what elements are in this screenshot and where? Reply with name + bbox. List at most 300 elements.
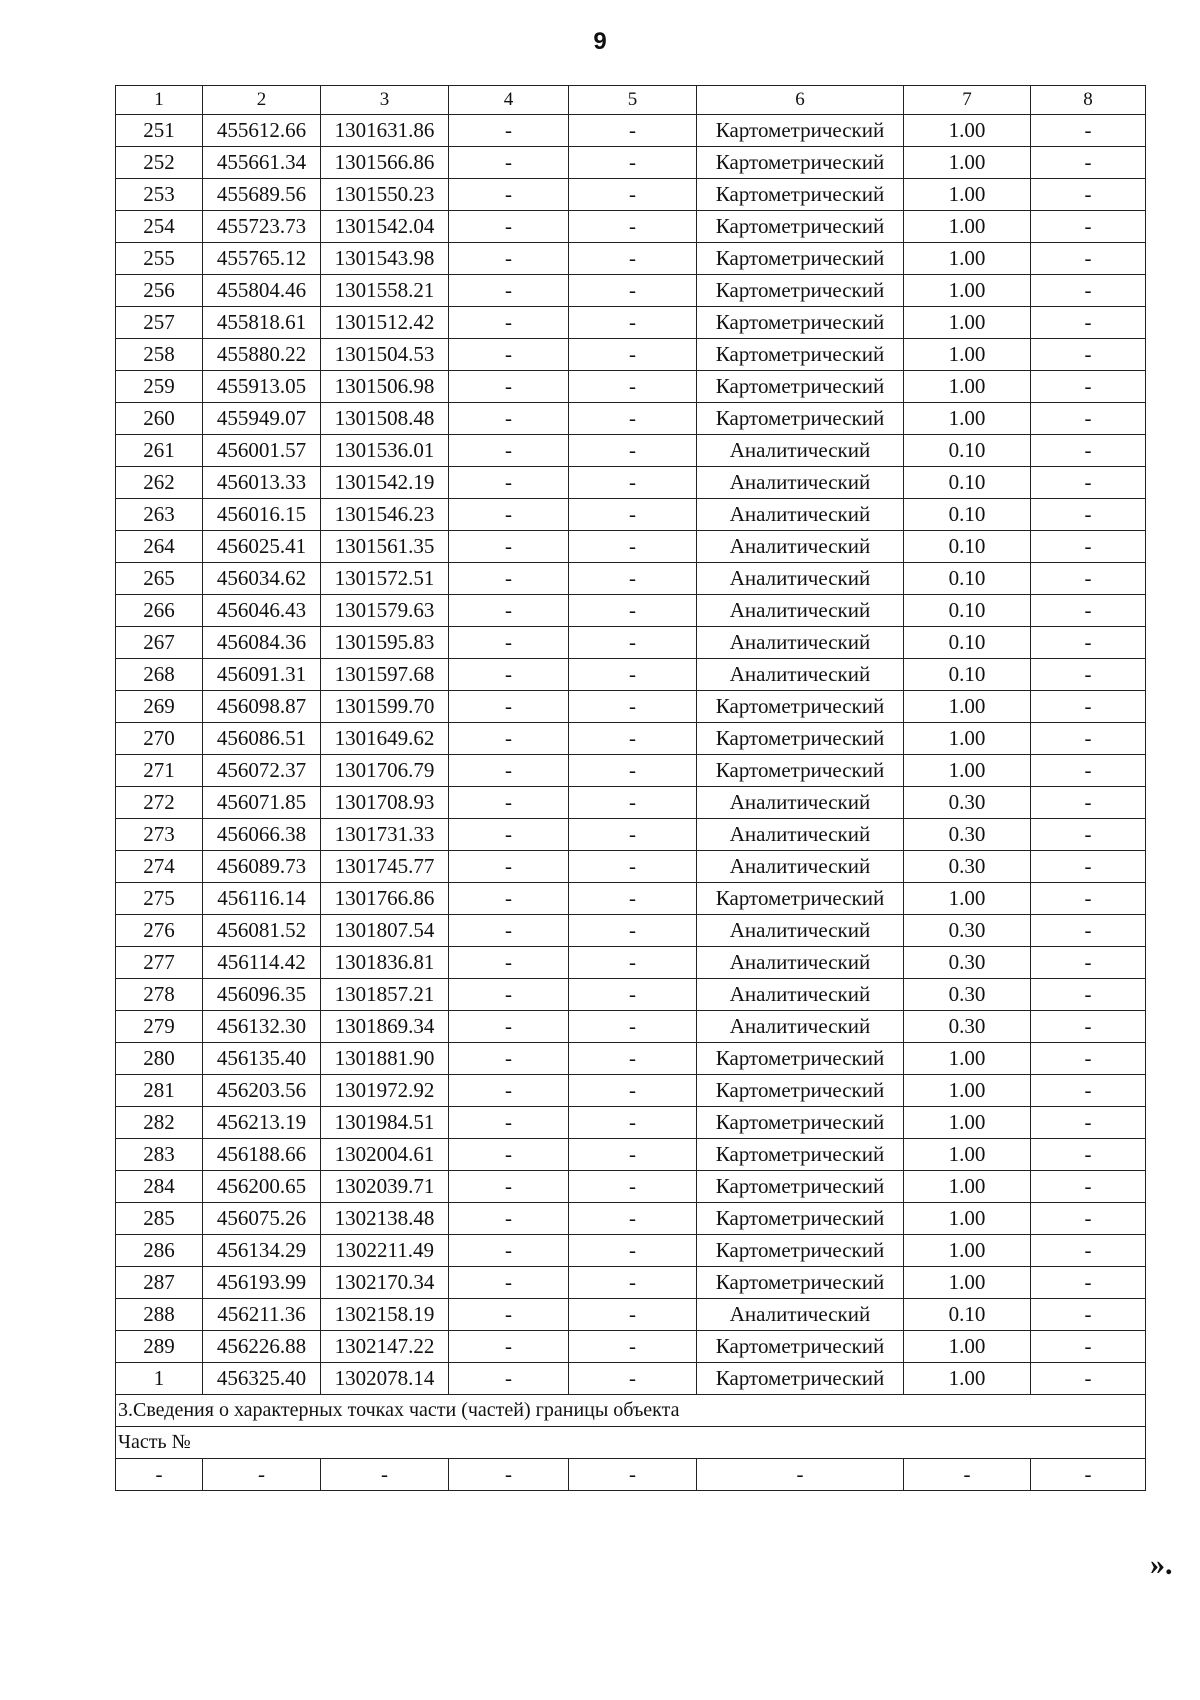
table-cell: - — [569, 1267, 697, 1299]
table-cell: 1301807.54 — [321, 915, 449, 947]
table-row — [116, 1043, 1146, 1075]
table-cell: - — [321, 1459, 449, 1491]
table-cell: - — [569, 1043, 697, 1075]
table-cell: 455818.61 — [203, 307, 321, 339]
table-row — [116, 595, 1146, 627]
table-row — [116, 435, 1146, 467]
table-cell: 1301536.01 — [321, 435, 449, 467]
table-cell: - — [449, 1075, 569, 1107]
table-cell: 1301766.86 — [321, 883, 449, 915]
table-cell: Аналитический — [697, 851, 904, 883]
table-cell: - — [569, 723, 697, 755]
table-cell: - — [449, 147, 569, 179]
table-cell: - — [569, 531, 697, 563]
table-cell: - — [569, 1235, 697, 1267]
table-cell: 1301649.62 — [321, 723, 449, 755]
table-cell: 456025.41 — [203, 531, 321, 563]
table-cell: 1.00 — [904, 1331, 1031, 1363]
section-heading: 3.Сведения о характерных точках части (частей) границы объекта — [116, 1395, 1146, 1427]
table-cell: - — [1031, 371, 1146, 403]
table-cell: - — [569, 1203, 697, 1235]
table-cell: - — [1031, 851, 1146, 883]
table-cell: - — [1031, 403, 1146, 435]
table-cell: 287 — [116, 1267, 203, 1299]
table-row — [116, 1363, 1146, 1395]
table-cell: 1301631.86 — [321, 115, 449, 147]
part-label: Часть № — [116, 1427, 1146, 1459]
table-cell: - — [449, 435, 569, 467]
table-cell: 456084.36 — [203, 627, 321, 659]
table-cell: - — [569, 755, 697, 787]
table-cell: 456325.40 — [203, 1363, 321, 1395]
table-cell: - — [449, 1235, 569, 1267]
table-cell: 0.10 — [904, 659, 1031, 691]
table-cell: 455913.05 — [203, 371, 321, 403]
table-cell: Картометрический — [697, 1203, 904, 1235]
table-cell: 456135.40 — [203, 1043, 321, 1075]
table-cell: Картометрический — [697, 1043, 904, 1075]
column-header: 2 — [203, 86, 321, 115]
table-row — [116, 1075, 1146, 1107]
table-cell: - — [449, 243, 569, 275]
table-cell: 456072.37 — [203, 755, 321, 787]
table-cell: Картометрический — [697, 211, 904, 243]
table-cell: 456116.14 — [203, 883, 321, 915]
table-cell: 271 — [116, 755, 203, 787]
table-cell: - — [1031, 979, 1146, 1011]
table-cell: 255 — [116, 243, 203, 275]
table-cell: 1301857.21 — [321, 979, 449, 1011]
table-cell: - — [449, 115, 569, 147]
table-cell: 1.00 — [904, 1139, 1031, 1171]
table-cell: - — [1031, 339, 1146, 371]
table-cell: 265 — [116, 563, 203, 595]
column-header: 7 — [904, 86, 1031, 115]
table-cell: 1.00 — [904, 403, 1031, 435]
table-cell: - — [1031, 435, 1146, 467]
table-cell: 281 — [116, 1075, 203, 1107]
table-cell: 1302211.49 — [321, 1235, 449, 1267]
table-cell: - — [449, 819, 569, 851]
table-cell: 260 — [116, 403, 203, 435]
table-cell: 1302078.14 — [321, 1363, 449, 1395]
table-row — [116, 467, 1146, 499]
table-cell: 1301836.81 — [321, 947, 449, 979]
table-cell: 1301542.04 — [321, 211, 449, 243]
table-cell: - — [569, 915, 697, 947]
table-cell: 275 — [116, 883, 203, 915]
table-cell: - — [569, 947, 697, 979]
table-cell: Картометрический — [697, 1331, 904, 1363]
table-cell: 1.00 — [904, 371, 1031, 403]
table-cell: 1.00 — [904, 115, 1031, 147]
table-cell: 456193.99 — [203, 1267, 321, 1299]
table-cell: 455661.34 — [203, 147, 321, 179]
table-cell: Аналитический — [697, 595, 904, 627]
column-header: 6 — [697, 86, 904, 115]
table-cell: Аналитический — [697, 467, 904, 499]
table-cell: 456071.85 — [203, 787, 321, 819]
table-cell: 1301745.77 — [321, 851, 449, 883]
table-row — [116, 627, 1146, 659]
table-row — [116, 1331, 1146, 1363]
table-cell: Аналитический — [697, 531, 904, 563]
table-cell: 1.00 — [904, 1235, 1031, 1267]
table-cell: 1302004.61 — [321, 1139, 449, 1171]
table-cell: - — [449, 371, 569, 403]
table-row — [116, 787, 1146, 819]
table-cell: Картометрический — [697, 115, 904, 147]
table-cell: 280 — [116, 1043, 203, 1075]
table-cell: - — [1031, 147, 1146, 179]
table-cell: Картометрический — [697, 179, 904, 211]
table-cell: 1.00 — [904, 1171, 1031, 1203]
table-cell: - — [449, 1107, 569, 1139]
table-cell: 1.00 — [904, 1203, 1031, 1235]
table-cell: - — [1031, 1331, 1146, 1363]
table-cell: 456203.56 — [203, 1075, 321, 1107]
table-cell: Картометрический — [697, 243, 904, 275]
table-cell: - — [569, 1331, 697, 1363]
table-row — [116, 115, 1146, 147]
table-cell: 1301706.79 — [321, 755, 449, 787]
table-cell: 1301984.51 — [321, 1107, 449, 1139]
table-cell: 0.10 — [904, 467, 1031, 499]
table-row — [116, 563, 1146, 595]
table-cell: Картометрический — [697, 275, 904, 307]
table-row — [116, 243, 1146, 275]
table-row — [116, 307, 1146, 339]
table-cell: - — [569, 243, 697, 275]
table-cell: - — [569, 1171, 697, 1203]
table-cell: 455804.46 — [203, 275, 321, 307]
table-cell: Аналитический — [697, 1011, 904, 1043]
table-cell: - — [1031, 1107, 1146, 1139]
table-cell: 1301512.42 — [321, 307, 449, 339]
table-cell: - — [904, 1459, 1031, 1491]
table-cell: 261 — [116, 435, 203, 467]
table-cell: Аналитический — [697, 499, 904, 531]
table-cell: 1.00 — [904, 243, 1031, 275]
column-header: 4 — [449, 86, 569, 115]
table-cell: Картометрический — [697, 1075, 904, 1107]
section-heading-row — [116, 1395, 1146, 1427]
table-cell: - — [569, 1299, 697, 1331]
table-cell: 257 — [116, 307, 203, 339]
table-cell: 0.30 — [904, 979, 1031, 1011]
table-cell: 456013.33 — [203, 467, 321, 499]
table-cell: - — [569, 787, 697, 819]
table-cell: Аналитический — [697, 947, 904, 979]
table-cell: 456001.57 — [203, 435, 321, 467]
table-row — [116, 1235, 1146, 1267]
table-cell: 283 — [116, 1139, 203, 1171]
table-cell: - — [449, 1299, 569, 1331]
table-cell: 0.30 — [904, 819, 1031, 851]
table-cell: 1.00 — [904, 211, 1031, 243]
table-cell: 0.10 — [904, 1299, 1031, 1331]
table-cell: - — [449, 1043, 569, 1075]
table-cell: 0.30 — [904, 915, 1031, 947]
table-cell: 1.00 — [904, 1363, 1031, 1395]
table-cell: 456089.73 — [203, 851, 321, 883]
table-cell: - — [449, 947, 569, 979]
table-cell: - — [1031, 1459, 1146, 1491]
table-cell: Картометрический — [697, 1363, 904, 1395]
table-cell: 456066.38 — [203, 819, 321, 851]
table-cell: - — [449, 787, 569, 819]
table-cell: 1301881.90 — [321, 1043, 449, 1075]
table-cell: 251 — [116, 115, 203, 147]
table-cell: - — [1031, 595, 1146, 627]
table-cell: 277 — [116, 947, 203, 979]
table-cell: 1301543.98 — [321, 243, 449, 275]
table-cell: 279 — [116, 1011, 203, 1043]
table-row — [116, 1171, 1146, 1203]
table-row — [116, 1299, 1146, 1331]
closing-quote-mark: ». — [1150, 1548, 1173, 1581]
table-cell: - — [1031, 1299, 1146, 1331]
table-cell: Картометрический — [697, 883, 904, 915]
table-row — [116, 147, 1146, 179]
table-cell: - — [569, 403, 697, 435]
table-cell: Аналитический — [697, 563, 904, 595]
table-cell: 1301546.23 — [321, 499, 449, 531]
table-cell: - — [449, 851, 569, 883]
table-cell: 259 — [116, 371, 203, 403]
table-cell: 1301506.98 — [321, 371, 449, 403]
table-cell: 1.00 — [904, 339, 1031, 371]
column-header: 8 — [1031, 86, 1146, 115]
table-cell: 270 — [116, 723, 203, 755]
table-cell: 286 — [116, 1235, 203, 1267]
table-cell: 0.10 — [904, 627, 1031, 659]
table-row — [116, 179, 1146, 211]
table-cell: - — [1031, 563, 1146, 595]
table-cell: 1301972.92 — [321, 1075, 449, 1107]
table-cell: 456134.29 — [203, 1235, 321, 1267]
table-cell: Аналитический — [697, 1299, 904, 1331]
table-cell: - — [1031, 1075, 1146, 1107]
table-cell: 284 — [116, 1171, 203, 1203]
table-cell: - — [449, 915, 569, 947]
table-cell: 285 — [116, 1203, 203, 1235]
table-cell: - — [1031, 883, 1146, 915]
table-cell: 282 — [116, 1107, 203, 1139]
table-cell: - — [449, 1459, 569, 1491]
table-cell: - — [569, 371, 697, 403]
table-cell: 456086.51 — [203, 723, 321, 755]
table-cell: 0.30 — [904, 947, 1031, 979]
table-cell: 455765.12 — [203, 243, 321, 275]
table-cell: 1301579.63 — [321, 595, 449, 627]
table-cell: - — [449, 1203, 569, 1235]
table-cell: 456046.43 — [203, 595, 321, 627]
table-cell: 456034.62 — [203, 563, 321, 595]
table-cell: Аналитический — [697, 659, 904, 691]
page-number: 9 — [593, 28, 607, 55]
table-cell: - — [569, 467, 697, 499]
table-cell: 264 — [116, 531, 203, 563]
table-cell: - — [449, 883, 569, 915]
table-cell: - — [1031, 115, 1146, 147]
table-cell: 1.00 — [904, 147, 1031, 179]
table-cell: 1301595.83 — [321, 627, 449, 659]
table-cell: - — [1031, 947, 1146, 979]
table-cell: - — [449, 499, 569, 531]
table-cell: - — [449, 211, 569, 243]
table-cell: - — [449, 403, 569, 435]
table-row — [116, 883, 1146, 915]
table-cell: - — [697, 1459, 904, 1491]
table-cell: 456096.35 — [203, 979, 321, 1011]
table-cell: Картометрический — [697, 1267, 904, 1299]
table-cell: - — [449, 1139, 569, 1171]
table-cell: Картометрический — [697, 403, 904, 435]
table-row — [116, 211, 1146, 243]
table-cell: 1.00 — [904, 1107, 1031, 1139]
table-cell: Аналитический — [697, 819, 904, 851]
table-cell: - — [1031, 1043, 1146, 1075]
table-row — [116, 275, 1146, 307]
table-cell: - — [449, 595, 569, 627]
table-cell: - — [449, 179, 569, 211]
column-header: 1 — [116, 86, 203, 115]
table-cell: 269 — [116, 691, 203, 723]
table-row — [116, 723, 1146, 755]
table-cell: Аналитический — [697, 915, 904, 947]
table-cell: - — [569, 147, 697, 179]
table-cell: - — [569, 659, 697, 691]
table-cell: - — [116, 1459, 203, 1491]
table-cell: 1.00 — [904, 307, 1031, 339]
table-cell: 273 — [116, 819, 203, 851]
table-cell: 1301708.93 — [321, 787, 449, 819]
table-cell: - — [569, 211, 697, 243]
table-cell: 276 — [116, 915, 203, 947]
table-cell: 268 — [116, 659, 203, 691]
table-cell: - — [1031, 691, 1146, 723]
table-row — [116, 1267, 1146, 1299]
table-cell: 456081.52 — [203, 915, 321, 947]
table-cell: 456016.15 — [203, 499, 321, 531]
table-cell: - — [1031, 275, 1146, 307]
table-cell: - — [1031, 1011, 1146, 1043]
table-cell: 267 — [116, 627, 203, 659]
table-cell: 1301566.86 — [321, 147, 449, 179]
header-row — [116, 86, 1146, 115]
table-cell: 456188.66 — [203, 1139, 321, 1171]
table-cell: - — [1031, 755, 1146, 787]
table-row — [116, 691, 1146, 723]
table-cell: - — [449, 691, 569, 723]
table-cell: - — [1031, 1363, 1146, 1395]
table-cell: 0.10 — [904, 531, 1031, 563]
table-row — [116, 659, 1146, 691]
table-cell: - — [569, 339, 697, 371]
table-cell: - — [569, 627, 697, 659]
table-cell: 289 — [116, 1331, 203, 1363]
table-cell: - — [449, 723, 569, 755]
table-cell: 1301572.51 — [321, 563, 449, 595]
table-cell: 456226.88 — [203, 1331, 321, 1363]
table-cell: 274 — [116, 851, 203, 883]
table-cell: - — [569, 1459, 697, 1491]
table-cell: Картометрический — [697, 691, 904, 723]
table-cell: - — [1031, 499, 1146, 531]
table-cell: 1.00 — [904, 1267, 1031, 1299]
table-cell: Картометрический — [697, 147, 904, 179]
table-cell: 288 — [116, 1299, 203, 1331]
table-cell: - — [569, 691, 697, 723]
table-cell: Аналитический — [697, 627, 904, 659]
table-cell: - — [449, 339, 569, 371]
table-cell: 0.30 — [904, 1011, 1031, 1043]
table-cell: 272 — [116, 787, 203, 819]
table-cell: 0.10 — [904, 563, 1031, 595]
table-cell: - — [569, 851, 697, 883]
table-cell: 254 — [116, 211, 203, 243]
table-cell: Аналитический — [697, 787, 904, 819]
table-cell: 1.00 — [904, 275, 1031, 307]
table-row — [116, 1139, 1146, 1171]
table-cell: 263 — [116, 499, 203, 531]
table-cell: - — [449, 1267, 569, 1299]
table-cell: - — [1031, 1139, 1146, 1171]
table-cell: - — [1031, 531, 1146, 563]
table-cell: 262 — [116, 467, 203, 499]
table-row — [116, 1107, 1146, 1139]
table-cell: - — [1031, 179, 1146, 211]
table-row — [116, 947, 1146, 979]
table-body — [116, 86, 1146, 1491]
table-cell: - — [449, 307, 569, 339]
table-cell: - — [1031, 1171, 1146, 1203]
part-label-row — [116, 1427, 1146, 1459]
table-cell: 456200.65 — [203, 1171, 321, 1203]
column-header: 3 — [321, 86, 449, 115]
table-cell: 1.00 — [904, 755, 1031, 787]
table-cell: - — [569, 115, 697, 147]
table-cell: 1301869.34 — [321, 1011, 449, 1043]
table-row — [116, 1011, 1146, 1043]
table-cell: 455880.22 — [203, 339, 321, 371]
table-cell: 455949.07 — [203, 403, 321, 435]
table-cell: 1302170.34 — [321, 1267, 449, 1299]
table-cell: - — [569, 499, 697, 531]
table-cell: Картометрический — [697, 1235, 904, 1267]
table-cell: - — [1031, 467, 1146, 499]
table-cell: Картометрический — [697, 755, 904, 787]
table-cell: Картометрический — [697, 1139, 904, 1171]
table-cell: Картометрический — [697, 1171, 904, 1203]
table-cell: 1 — [116, 1363, 203, 1395]
table-cell: 1302039.71 — [321, 1171, 449, 1203]
table-cell: - — [569, 819, 697, 851]
table-cell: - — [569, 1139, 697, 1171]
table-cell: 0.30 — [904, 787, 1031, 819]
empty-part-row — [116, 1459, 1146, 1491]
table-cell: 0.10 — [904, 595, 1031, 627]
table-cell: 456132.30 — [203, 1011, 321, 1043]
table-cell: - — [449, 755, 569, 787]
table-cell: 456075.26 — [203, 1203, 321, 1235]
table-cell: - — [449, 531, 569, 563]
table-row — [116, 499, 1146, 531]
table-cell: Картометрический — [697, 1107, 904, 1139]
table-cell: - — [569, 1011, 697, 1043]
table-cell: Картометрический — [697, 371, 904, 403]
